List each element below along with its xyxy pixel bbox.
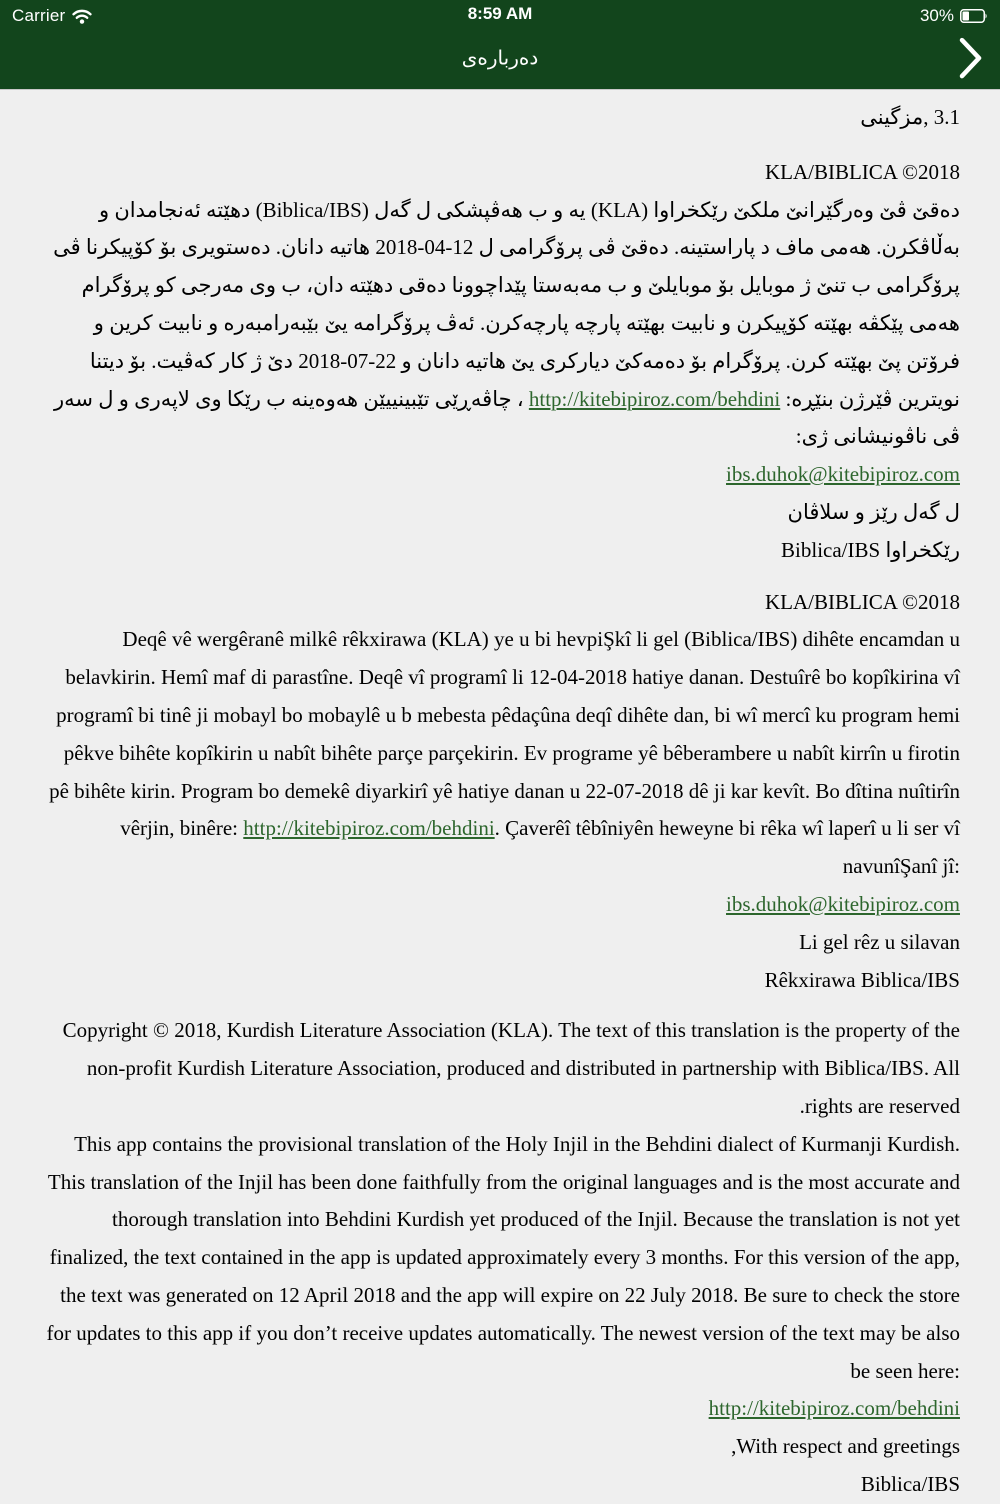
email-line-arabic-section [40,456,960,494]
nav-bar [0,30,1000,90]
kurdish-arabic-text-after-link: ، چاڤەڕێی تێبینییێن هەوەینە ب رێکا وی لاپەری و ل سەر ڤی ناڤونیشانی ژی: [54,386,960,449]
kurdish-arabic-paragraph [40,192,960,457]
behdini-link-line-english [40,1390,960,1428]
status-bar [0,0,1000,30]
kurdish-latin-paragraph [40,621,960,886]
battery-percent-label: 30% [919,6,954,25]
behdini-link-arabic[interactable]: http://kitebipiroz.com/behdini [528,386,781,411]
about-content [0,90,1000,1504]
app-header [0,0,1000,90]
copyright-heading-arabic-section: KLA/BIBLICA ©2018 [764,159,960,184]
organization-arabic: رێکخراوا Biblica/IBS [781,537,960,562]
organization-latin: Rêkxirawa Biblica/IBS [764,967,960,992]
email-line-latin-section [40,886,960,924]
signoff-arabic: ل گەل رێز و سلاڤان [787,499,960,524]
status-time: 8:59 AM [467,4,533,23]
kurdish-latin-text-before-link: Deqê vê wergêranê milkê rêkxirawa (KLA) ye u bi hevpiŞkî li gel (Biblica/IBS) dihête encamdan u belavkirin. Hemî maf di parastîne. Deqê vî programî li 12-04-2018 hatiye danan. Destuîrê bo kopîkirina vî programî bi tinê ji mobayl bo mobaylê u b mebesta pêdaçûna deqî dihête dan, bi wî mercî ku program hemi pêkve bihête kopîkirin u nabît bihête parçe parçekirin. Ev programe yê bêberambere u nabît kirrîn u firotin pê bihête kirin. Program bo demekê diyarkirî yê hatiye danan u 22-07-2018 dê ji kar kevît. Bo dîtina nuîtirîn vêrjin, binêre: [49,627,960,841]
version-line: مزگینی,‎ 3.1 [860,105,960,129]
behdini-link-english[interactable]: http://kitebipiroz.com/behdini [708,1396,960,1421]
copyright-heading-latin-section: KLA/BIBLICA ©2018 [764,589,960,614]
carrier-label: Carrier [12,6,66,25]
behdini-link-latin[interactable]: http://kitebipiroz.com/behdini [243,816,495,841]
kurdish-latin-text-after-link: . Çaverêî têbîniyên heweyne bi rêka wî laperî u li ser vî navunîŞanî jî:‎ [494,816,960,879]
organization-english: Biblica/IBS [860,1471,960,1496]
signoff-english: With respect and greetings, [731,1434,960,1459]
page-title: دەربارەی [461,47,539,70]
english-copyright-paragraph: Copyright © 2018, Kurdish Literature Association (KLA). The text of this translation is the property of the non-profit Kurdish Literature Association, produced and distributed in partnership with Biblica/IBS. All rights are reserved. [62,1018,960,1118]
chevron-right-icon[interactable] [956,34,986,82]
english-description-paragraph: This app contains the provisional translation of the Holy Injil in the Behdini dialect of Kurmanji Kurdish. This translation of the Injil has been done faithfully from the original languages and is the most accurate and thorough translation into Behdini Kurdish yet produced of the Injil. Because the translation is not yet finalized, the text contained in the app is updated approximately every 3 months. For this version of the app, the text was generated on 12 April 2018 and the app will expire on 22 July 2018. Be sure to check the store for updates to this app if you don’t receive updates automatically. The newest version of the text may be also be seen here:‎ [46,1131,960,1383]
signoff-latin: Li gel rêz u silavan [799,929,960,954]
kurdish-arabic-text-before-link: دەقێ ڤێ وەرگێرانێ ملکێ رێکخراوا (KLA) یە و ب هەڤپشکی ل گەل (Biblica/IBS) دهێتە ئەنجامدان و بەڵاڤکرن. هەمی ماف د پاراستینە. دەقێ ڤی پرۆگرامی ل 12-04-2018 هاتیە دانان. دەستویری بۆ کۆپیکرنا ڤی پرۆگرامی ب تنێ ژ موبایل بۆ موبایلێ و ب مەبەستا پێداچوونا دەقی دهێتە دان، ب وی مەرجی کو پرۆگرام هەمی پێکڤە بهێتە کۆپیکرن و نابیت بهێتە پارچە پارچەکرن. ئەڤ پرۆگرامە یێ بێبەرامبەرە و نابیت کرین و فرۆتن پێ بهێتە کرن. پرۆگرام بۆ دەمەکێ دیارکری یێ هاتیە دانان و 22-07-2018 دێ ژ کار کەڤیت. بۆ دیتنا نویترین ڤێرژن بنێڕە: [53,197,960,411]
email-link-arabic[interactable]: ibs.duhok@kitebipiroz.com [726,462,960,487]
email-link-latin[interactable]: ibs.duhok@kitebipiroz.com [726,891,960,916]
